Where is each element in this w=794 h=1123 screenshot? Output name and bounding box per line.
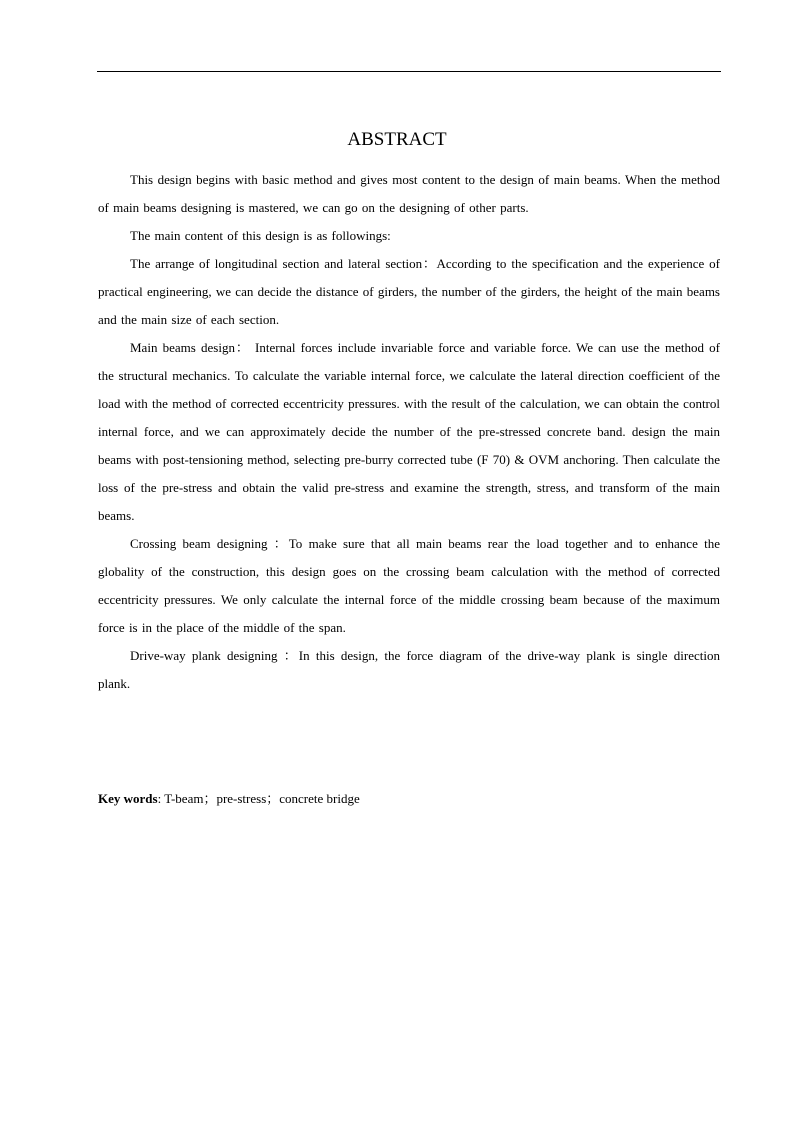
paragraph-intro: This design begins with basic method and gives most content to the design of main beams. When the method of main beams designing is mastered, we can go on the designing of other parts. [98,172,720,215]
keywords-label: Key words [98,791,158,806]
abstract-title: ABSTRACT [347,129,447,150]
header-rule [97,71,721,72]
abstract-body [98,166,720,698]
paragraph-section-arrangement: The arrange of longitudinal section and lateral section：According to the specification and the experience of practical engineering, we can decide the distance of girders, the number of the girders, the height of the main beams and the main size of each section. [98,256,720,327]
paragraph-crossing-beam-design: Crossing beam designing ：To make sure that all main beams rear the load together and to enhance the globality of the construction, this design goes on the crossing beam calculation with the method of corrected eccentricity pressures. We only calculate the internal force of the middle crossing beam because of the maximum force is in the place of the middle of the span. [98,536,720,635]
paragraph-main-content: The main content of this design is as followings: [130,228,391,243]
keywords-line [98,787,720,811]
paragraph-main-beams-design: Main beams design： Internal forces include invariable force and variable force. We can use the method of the structural mechanics. To calculate the variable internal force, we calculate the lateral direction coefficient of the load with the method of corrected eccentricity pressures. with the result of the calculation, we can obtain the control internal force, and we can approximately decide the number of the pre-stressed concrete band. design the main beams with post-tensioning method, selecting pre-burry corrected tube (F 70) & OVM anchoring. Then calculate the loss of the pre-stress and obtain the valid pre-stress and examine the strength, stress, and transform of the main beams. [98,340,720,523]
keywords-text: : T-beam；pre-stress；concrete bridge [157,791,360,806]
paragraph-drive-way-plank-design: Drive-way plank designing ：In this design, the force diagram of the drive-way plank is single direction plank. [98,648,720,691]
